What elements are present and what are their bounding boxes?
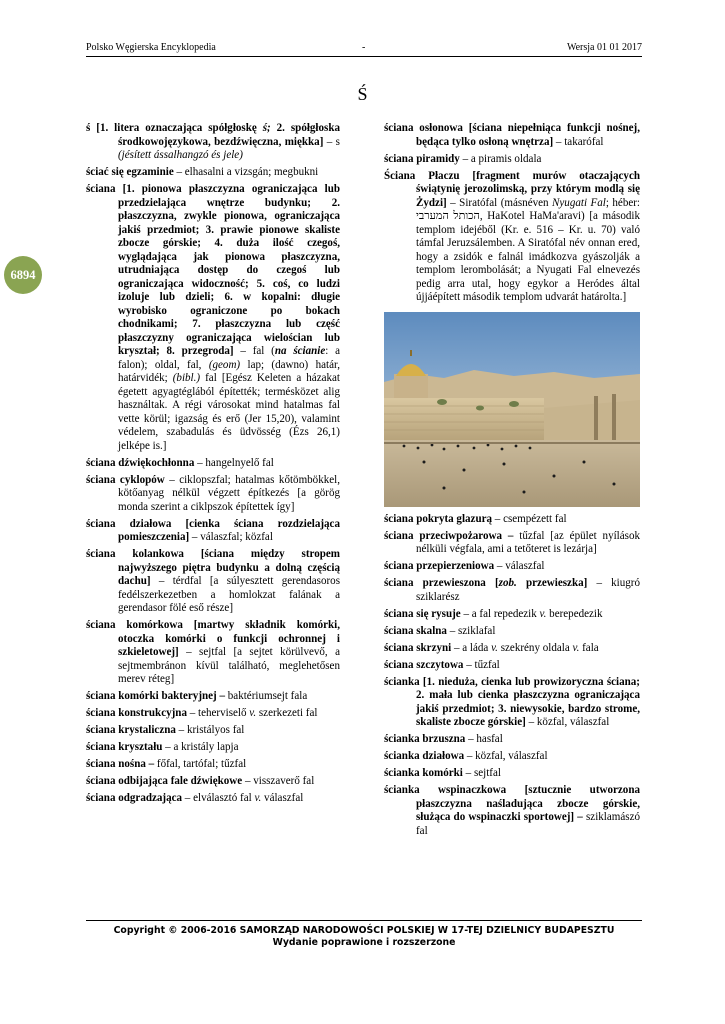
- entry-text: – visszaverő fal: [242, 775, 315, 787]
- entry-text: przewieszka]: [516, 577, 588, 589]
- dictionary-entry: [86, 792, 340, 806]
- dictionary-entry: [384, 170, 640, 305]
- dictionary-entry: [86, 518, 340, 545]
- dictionary-entry: [384, 659, 640, 673]
- entry-headword: ścianka działowa: [384, 750, 465, 762]
- entry-text: – kristályos fal: [175, 724, 245, 736]
- entry-text: – térdfal [a súlyesztett gerendasoros fedélszerkezetben a homlokzat falának a gerendasor fölé eső része]: [118, 575, 340, 614]
- entry-text: fal [Egész Keleten a házakat égetett agyagtéglából építették; termésközet alig használtak. A régi városokat mind hatalmas fal vette körül; igazság és erő (Jer 15,20), valamint védelem, szabadulás és üdvösség (Ézs 26,1) jelképe is.]: [118, 372, 341, 452]
- entry-headword: ściana skalna: [384, 624, 447, 637]
- dictionary-entry: [86, 619, 340, 687]
- dictionary-entry: [86, 457, 340, 471]
- entry-headword: ściana cyklopów: [86, 473, 165, 486]
- footer-edition: Wydanie poprawione i rozszerzone: [272, 937, 456, 948]
- entry-text: – a kristály lapja: [162, 741, 239, 753]
- entry-text: v.: [254, 792, 262, 804]
- entry-text: ś;: [262, 122, 271, 134]
- entry-headword: ściana szczytowa: [384, 658, 464, 671]
- dictionary-entry: [86, 474, 340, 515]
- entry-headword: ściana przewieszona [: [384, 577, 499, 589]
- dictionary-entry: [384, 625, 640, 639]
- entry-text: [1. pionowa płaszczyzna ograniczająca lub przedzielająca wnętrze budynku; 2. płaszczyzna, zwykle pionowa, ograniczająca jakiś przedmiot; 3. prawie pionowe skaliste zbocze górskie; 4. duża ilość czegoś, wyglądająca jak pionowa płaszczyzna, utrudniająca dostęp do czegoś lub ograniczająca widoczność; 5. coś, co ludzi izoluje lub dzieli; 6. w kopalni: długie wyrobisko ograniczone po bokach chodnikami; 7. płaszczyzna lub część płaszczyzny ograniczająca wielościan lub kryształ; 8. przegroda]: [115, 183, 340, 357]
- page-footer: [86, 920, 642, 949]
- entry-headword: ściana kryształu: [86, 741, 163, 753]
- entry-text: fala: [579, 641, 599, 654]
- entry-text: – elválasztó fal: [182, 792, 255, 804]
- entry-text: szekrény oldala: [497, 641, 573, 654]
- entry-text: berepedezik: [546, 607, 603, 620]
- entry-text: Nyugati Fal: [552, 196, 606, 209]
- entry-text: – hasfal: [465, 733, 503, 745]
- dictionary-entry: [86, 166, 340, 180]
- entry-text: – sejtfal: [462, 767, 501, 779]
- entry-text: – sejtfal [a sejtet körülvevő, a sejtmembránon kívül található, meglehetősen merev réteg]: [118, 646, 340, 685]
- right-column-bottom-entries: [384, 513, 640, 839]
- entry-text: – hangelnyelő fal: [194, 456, 274, 469]
- entry-text: lap; (dawno) határ, határvidék;: [118, 358, 341, 384]
- left-column: [86, 122, 340, 809]
- entry-headword: ścianka komórki: [384, 767, 463, 779]
- entry-text: – teherviselő: [186, 707, 250, 719]
- footer-copyright: Copyright © 2006-2016 SAMORZĄD NARODOWOŚCI POLSKIEJ W 17-TEJ DZIELNICY BUDAPESZTU: [113, 925, 615, 936]
- western-wall-photo: [384, 312, 640, 507]
- entry-headword: ściana komórkowa [martwy składnik komórki, otoczka komórki o funkcji ochronnej i szkieletowej]: [86, 619, 340, 658]
- entry-headword: ściana dźwiękochłonna: [86, 456, 195, 469]
- dictionary-entry: [86, 758, 340, 772]
- page-number-badge: 6894: [4, 256, 42, 294]
- dictionary-entry: [384, 750, 640, 764]
- entry-text: v.: [249, 707, 257, 719]
- dictionary-entry: [384, 577, 640, 604]
- entry-text: – a láda: [451, 641, 492, 654]
- entry-text: sziklamászó fal: [416, 811, 640, 837]
- dictionary-entry: [384, 608, 640, 622]
- entry-headword: ściana: [86, 183, 116, 195]
- entry-headword: ściana konstrukcyjna: [86, 707, 187, 719]
- entry-headword: ścianka wspinaczkowa [sztucznie utworzona płaszczyzna naśladująca zbocze górskie, służąca do wspinaczki sportowej] –: [384, 784, 640, 823]
- entry-headword: ściana pokryta glazurą: [384, 512, 493, 525]
- entry-headword: ściana działowa [cienka ściana rozdzielająca pomieszczenia]: [86, 517, 340, 543]
- entry-text: válaszfal: [261, 792, 304, 804]
- dictionary-entry: [384, 767, 640, 781]
- dictionary-entry: [86, 707, 340, 721]
- dictionary-entry: [86, 183, 340, 453]
- entry-text: – tűzfal: [463, 658, 500, 671]
- entry-text: 2. spółgłoska środkowojęzykowa, bezdźwięczna, miękka]: [118, 122, 340, 148]
- entry-headword: Ściana Płaczu [fragment murów otaczających świątynię jerozolimską, przy którym modlą się Żydzi]: [384, 169, 640, 209]
- entry-text: – a piramis oldala: [459, 152, 542, 165]
- dictionary-entry: [86, 741, 340, 755]
- entry-headword: ściana kolankowa [ściana między stropem najwyższego piętra budynku a dolną częścią dachu]: [86, 548, 340, 587]
- dictionary-entry: [86, 122, 340, 163]
- dictionary-entry: [86, 690, 340, 704]
- right-column: [384, 122, 640, 842]
- entry-text: : a falon); oldal, fal,: [118, 345, 341, 371]
- entry-headword: ściać się egzaminie: [86, 166, 174, 178]
- entry-text: – fal (: [233, 345, 275, 357]
- entry-text: – takarófal: [553, 135, 604, 148]
- entry-text: – sziklafal: [446, 624, 496, 637]
- dictionary-entry: [384, 784, 640, 838]
- entry-text: (jésített ássalhangzó és jele): [118, 149, 243, 161]
- header-version: Wersja 01 01 2017: [566, 42, 642, 53]
- dictionary-entry: [384, 676, 640, 730]
- entry-text: – s: [323, 135, 340, 148]
- entry-headword: ściana odbijająca fale dźwiękowe: [86, 775, 243, 787]
- entry-text: – ciklopszfal; hatalmas kőtömbökkel, kötőanyag nélkül végzett építkezés [a görög monda szerint a ciklpszok építettek így]: [118, 473, 340, 513]
- dictionary-entry: [384, 153, 640, 167]
- entry-text: baktériumsejt fala: [225, 690, 308, 702]
- entry-text: – válaszfal; közfal: [189, 531, 273, 543]
- section-letter: Ś: [357, 84, 368, 104]
- entry-text: (bibl.): [172, 372, 201, 384]
- entry-text: – elhasalni a vizsgán; megbukni: [173, 166, 319, 178]
- entry-text: v.: [539, 607, 547, 620]
- entry-text: – Siratófal (másnéven: [446, 196, 553, 209]
- entry-text: – közfal, válaszfal: [525, 716, 610, 728]
- entry-headword: ściana nośna –: [86, 758, 155, 770]
- entry-text: [1. litera oznaczająca spółgłoskę: [96, 122, 263, 134]
- dictionary-entry: [86, 775, 340, 789]
- entry-headword: ścianka [1. nieduża, cienka lub prowizoryczna ściana; 2. mała lub cienka płaszczyzna ograniczająca jakiś przedmiot; 3. niewysokie, bardzo strome, skaliste zbocze górskie]: [384, 675, 640, 728]
- entry-text: – válaszfal: [494, 560, 545, 572]
- entry-headword: ściana się rysuje: [384, 607, 461, 620]
- dictionary-entry: [384, 642, 640, 656]
- entry-text: – csempézett fal: [492, 512, 567, 525]
- dictionary-entry: [384, 513, 640, 527]
- entry-text: – közfal, válaszfal: [464, 750, 548, 762]
- entry-text: főfal, tartófal; tűzfal: [154, 758, 247, 770]
- page-header: [86, 42, 642, 57]
- dictionary-entry: [384, 530, 640, 557]
- right-column-top-entries: [384, 122, 640, 305]
- western-wall-image: [384, 312, 640, 507]
- entry-text: tűzfal [az épület nyílások nélküli végfala, ami a tetőteret is lezárja]: [416, 529, 640, 555]
- entry-text: szerkezeti fal: [256, 707, 318, 719]
- dictionary-entry: [86, 724, 340, 738]
- entry-text: ; héber: הכותל המערבי‎, HaKotel HaMa'aravi) [a második templom idejéből (Kr. e. 516 – Kr. u. 70) való támfal Jeruzsálemben. A Siratófal név onnan ered, hogy a zsidók e falnál imádkozva gyászolják a templom lerombolását; a Nyugati Fal elnevezés pedig arra utal, hogy egykor a Heródes által újjáépített második templom udvarát határolta.]: [416, 196, 640, 303]
- entry-text: (geom): [208, 358, 241, 371]
- entry-headword: ściana osłonowa [ściana niepełniąca funkcji nośnej, będąca tylko osłoną wnętrza]: [384, 122, 640, 148]
- entry-text: v.: [572, 641, 580, 654]
- entry-headword: ściana piramidy: [384, 152, 460, 165]
- entry-headword: ś: [86, 122, 91, 134]
- dictionary-entry: [384, 560, 640, 574]
- entry-headword: ściana komórki bakteryjnej –: [86, 690, 226, 702]
- entry-headword: ściana przepierzeniowa: [384, 560, 495, 572]
- entry-headword: ściana odgradzająca: [86, 792, 183, 804]
- dictionary-entry: [384, 122, 640, 149]
- entry-text: zob.: [498, 577, 517, 589]
- entry-headword: ściana skrzyni: [384, 641, 452, 654]
- header-separator: -: [362, 42, 366, 53]
- dictionary-entry: [384, 733, 640, 747]
- entry-headword: ściana przeciwpożarowa –: [384, 529, 514, 542]
- dictionary-entry: [86, 548, 340, 616]
- entry-headword: ścianka brzuszna: [384, 733, 466, 745]
- entry-text: – a fal repedezik: [460, 607, 540, 620]
- header-title: Polsko Węgierska Encyklopedia: [86, 42, 216, 53]
- entry-text: na ścianie: [274, 345, 326, 357]
- entry-text: – kiugró sziklarész: [416, 577, 640, 603]
- entry-headword: ściana krystaliczna: [86, 724, 176, 736]
- entry-text: v.: [491, 641, 498, 654]
